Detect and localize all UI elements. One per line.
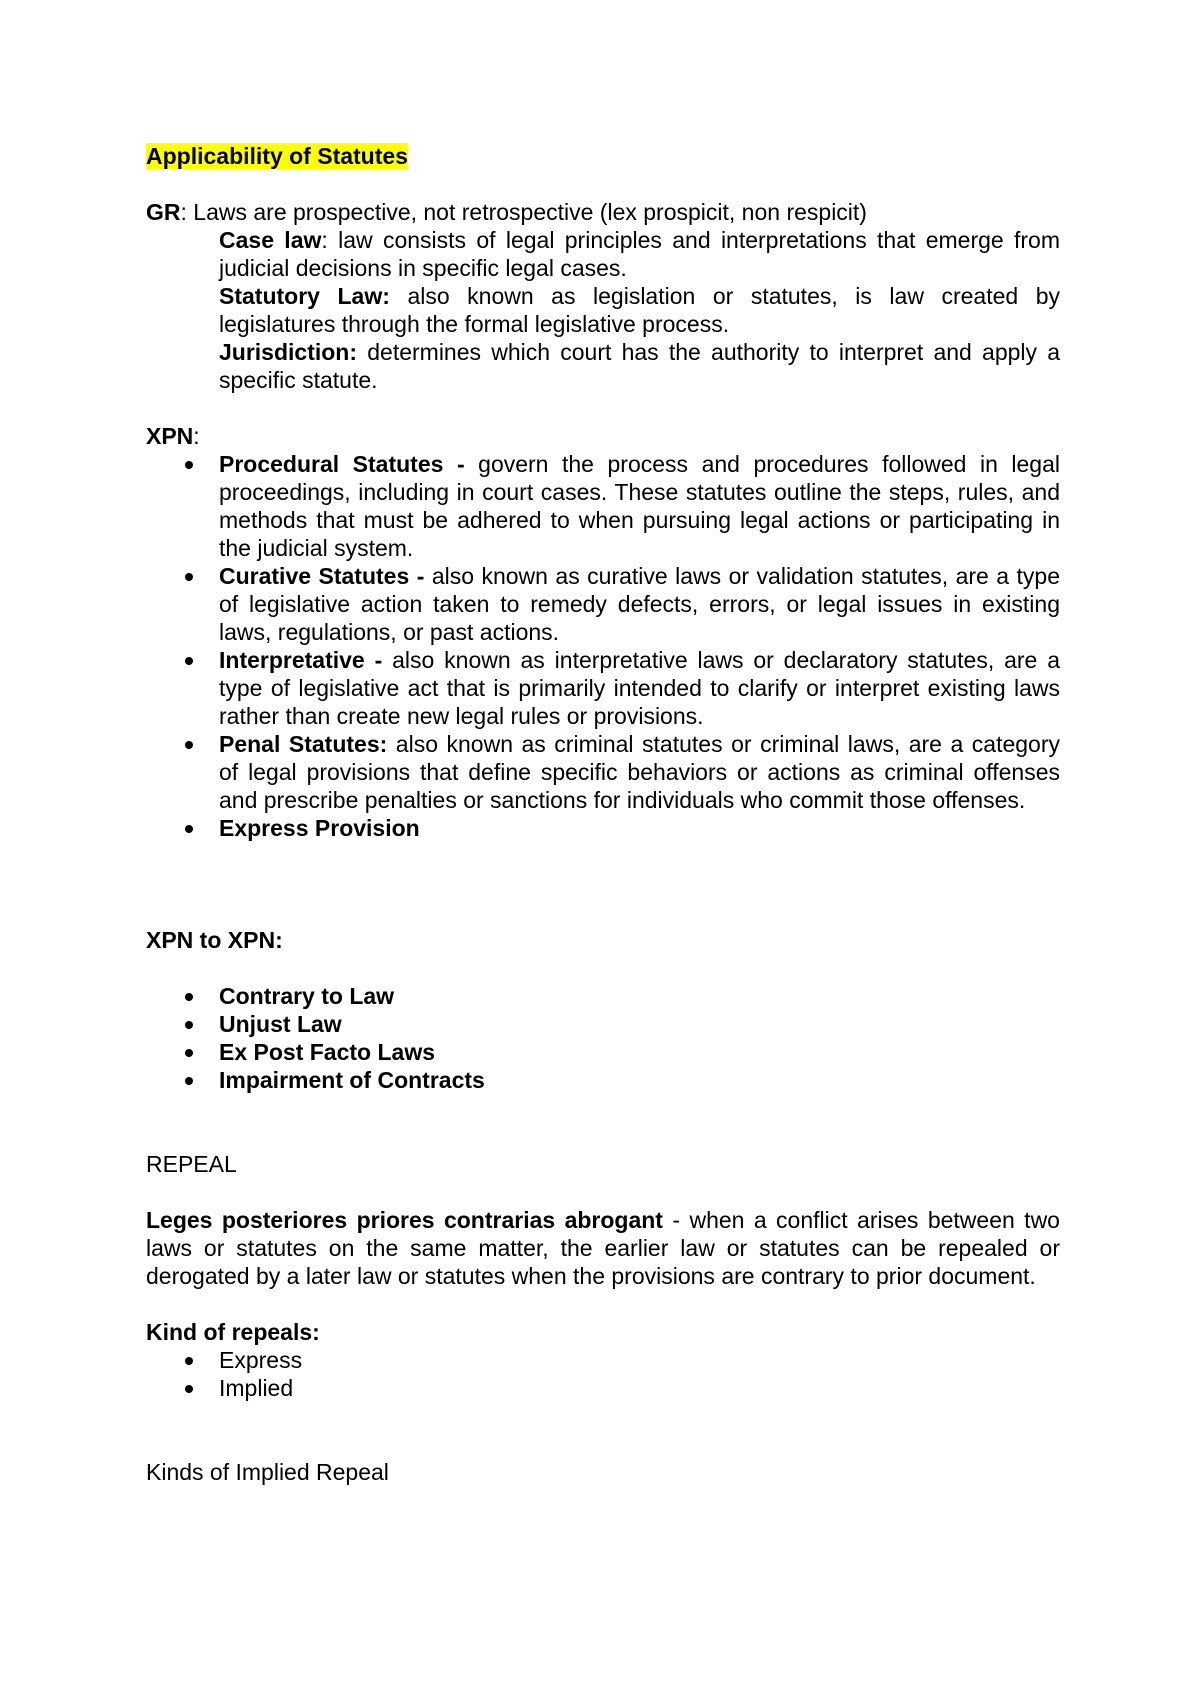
maxim-term: Leges posteriores priores contrarias abrogant <box>146 1207 663 1233</box>
bullet-icon <box>185 657 193 665</box>
implied-repeal-text: Kinds of Implied Repeal <box>146 1459 389 1485</box>
definition-jurisdiction <box>219 338 1060 394</box>
bullet-icon <box>185 1357 193 1365</box>
list-item <box>146 1038 1060 1066</box>
definition-text: determines which court has the authority to interpret and apply a specific statute. <box>219 339 1061 393</box>
list-item <box>146 814 1060 842</box>
item-term: Contrary to Law <box>219 983 395 1009</box>
item-term: Express Provision <box>219 815 420 841</box>
bullet-icon <box>185 1077 193 1085</box>
bullet-icon <box>185 461 193 469</box>
list-item <box>146 1374 1060 1402</box>
item-term: Ex Post Facto Laws <box>219 1039 436 1065</box>
definition-term: Case law <box>219 227 322 253</box>
item-text: also known as curative laws or validation statutes, are a type of legislative action taken to remedy defects, errors, or legal issues in existing laws, regulations, or past actions. <box>219 563 1061 645</box>
repeal-maxim <box>146 1206 1060 1290</box>
item-text: Express <box>219 1347 303 1373</box>
bullet-icon <box>185 1021 193 1029</box>
definition-term: Statutory Law: <box>219 283 390 309</box>
general-rule <box>146 198 1060 226</box>
kinds-of-repeal-list <box>146 1346 1060 1402</box>
xpn-heading <box>146 422 1060 450</box>
list-item <box>146 982 1060 1010</box>
kinds-of-repeal-heading <box>146 1318 1060 1346</box>
item-text: also known as interpretative laws or declaratory statutes, are a type of legislative act that is primarily intended to clarify or interpret existing laws rather than create new legal rules or provisions. <box>219 647 1061 729</box>
gr-text: : Laws are prospective, not retrospective (lex prospicit, non respicit) <box>180 199 867 225</box>
item-term: Penal Statutes: <box>219 731 388 757</box>
repeal-heading-text: REPEAL <box>146 1151 237 1177</box>
item-text: govern the process and procedures followed in legal proceedings, including in court cases. These statutes outline the steps, rules, and methods that must be adhered to when pursuing legal actions or participating in the judicial system. <box>219 451 1061 561</box>
item-term: Interpretative - <box>219 647 383 673</box>
definition-case-law <box>219 226 1060 282</box>
xpn-list <box>146 450 1060 842</box>
item-term: Unjust Law <box>219 1011 342 1037</box>
gr-label: GR <box>146 199 181 225</box>
xpn-to-xpn-heading <box>146 926 1060 954</box>
kinds-label: Kind of repeals: <box>146 1319 320 1345</box>
definition-sep <box>390 283 408 309</box>
list-item <box>146 730 1060 814</box>
item-term: Impairment of Contracts <box>219 1067 485 1093</box>
list-item <box>146 646 1060 730</box>
gr-definitions <box>219 226 1060 394</box>
title-line <box>146 142 1060 170</box>
bullet-icon <box>185 741 193 749</box>
item-text: Implied <box>219 1375 294 1401</box>
repeal-heading <box>146 1150 1060 1178</box>
list-item <box>146 1010 1060 1038</box>
xpn-to-xpn-list <box>146 982 1060 1094</box>
bullet-icon <box>185 993 193 1001</box>
list-item <box>146 1066 1060 1094</box>
definition-text: also known as legislation or statutes, is law created by legislatures through the formal legislative process. <box>219 283 1061 337</box>
bullet-icon <box>185 573 193 581</box>
list-item <box>146 562 1060 646</box>
definition-text: law consists of legal principles and interpretations that emerge from judicial decisions in specific legal cases. <box>219 227 1061 281</box>
bullet-icon <box>185 825 193 833</box>
item-term: Procedural Statutes - <box>219 451 465 477</box>
xpn-to-xpn-label: XPN to XPN: <box>146 927 283 953</box>
item-text: also known as criminal statutes or criminal laws, are a category of legal provisions that define specific behaviors or actions as criminal offenses and prescribe penalties or sanctions for individuals who commit those offenses. <box>219 731 1060 813</box>
xpn-colon: : <box>193 423 200 449</box>
document-title: Applicability of Statutes <box>146 143 408 169</box>
item-term: Curative Statutes - <box>219 563 425 589</box>
definition-term: Jurisdiction: <box>219 339 358 365</box>
implied-repeal-heading <box>146 1458 1060 1486</box>
bullet-icon <box>185 1049 193 1057</box>
bullet-icon <box>185 1385 193 1393</box>
definition-statutory-law <box>219 282 1060 338</box>
list-item <box>146 1346 1060 1374</box>
xpn-label: XPN <box>146 423 194 449</box>
list-item <box>146 450 1060 562</box>
definition-sep <box>357 339 367 365</box>
definition-sep: : <box>321 227 339 253</box>
document-page <box>146 142 1060 1486</box>
maxim-text: - when a conflict arises between two laws or statutes on the same matter, the earlier law or statutes can be repealed or derogated by a later law or statutes when the provisions are contrary to prior document. <box>146 1207 1060 1289</box>
